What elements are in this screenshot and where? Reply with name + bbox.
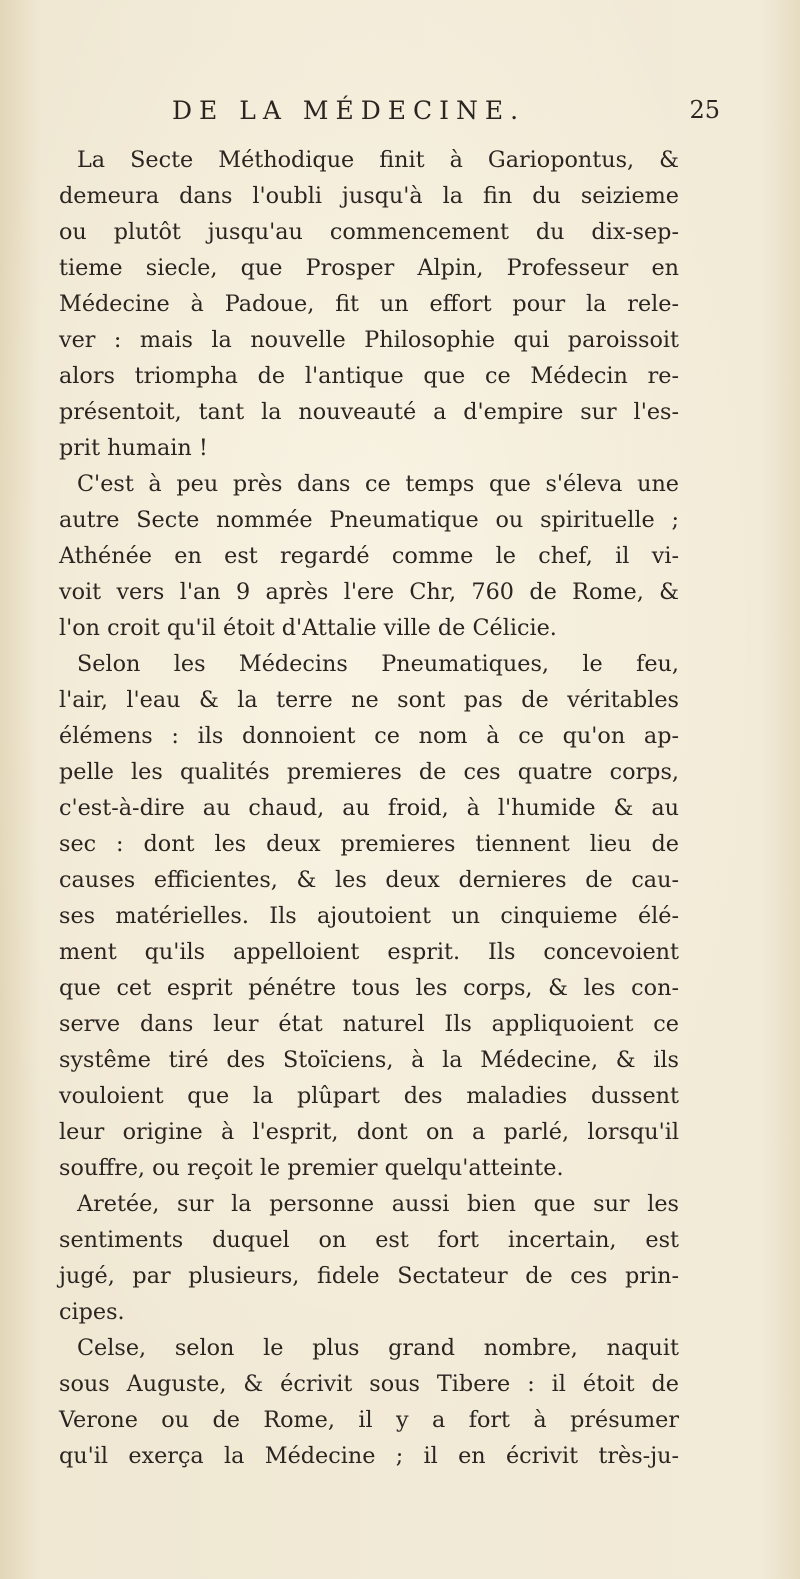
- text-line: prit humain !: [59, 435, 208, 461]
- text-line: sous Auguste, & écrivit sous Tibere : il étoit de: [59, 1371, 679, 1397]
- text-line: l'on croit qu'il étoit d'Attalie ville de Célicie.: [59, 615, 557, 641]
- text-line: serve dans leur état naturel Ils appliquoient ce: [59, 1011, 679, 1037]
- text-line: cipes.: [59, 1299, 125, 1325]
- text-line: élémens : ils donnoient ce nom à ce qu'on ap-: [59, 723, 679, 749]
- text-line: souffre, ou reçoit le premier quelqu'atteinte.: [59, 1155, 564, 1181]
- text-line: Médecine à Padoue, fit un effort pour la rele-: [59, 291, 679, 317]
- text-line: tieme siecle, que Prosper Alpin, Professeur en: [59, 255, 679, 281]
- text-line: qu'il exerça la Médecine ; il en écrivit très-ju-: [59, 1443, 679, 1469]
- text-line: Verone ou de Rome, il y a fort à présumer: [59, 1407, 679, 1433]
- text-line: ver : mais la nouvelle Philosophie qui paroissoit: [59, 327, 679, 353]
- text-line: alors triompha de l'antique que ce Médecin re-: [59, 363, 679, 389]
- text-line: vouloient que la plûpart des maladies dussent: [59, 1083, 679, 1109]
- text-line: Selon les Médecins Pneumatiques, le feu,: [77, 651, 679, 677]
- text-line: Celse, selon le plus grand nombre, naquit: [77, 1335, 679, 1361]
- text-line: jugé, par plusieurs, fidele Sectateur de ces prin-: [59, 1263, 679, 1289]
- text-line: sentiments duquel on est fort incertain, est: [59, 1227, 679, 1253]
- text-line: causes efficientes, & les deux dernieres de cau-: [59, 867, 679, 893]
- text-line: c'est-à-dire au chaud, au froid, à l'humide & au: [59, 795, 679, 821]
- text-line: systême tiré des Stoïciens, à la Médecine, & ils: [59, 1047, 679, 1073]
- text-line: l'air, l'eau & la terre ne sont pas de véritables: [59, 687, 679, 713]
- running-head: [160, 96, 720, 140]
- text-line: Athénée en est regardé comme le chef, il vi-: [59, 543, 679, 569]
- text-line: ou plutôt jusqu'au commencement du dix-sep-: [59, 219, 679, 245]
- text-line: autre Secte nommée Pneumatique ou spirituelle ;: [59, 507, 679, 533]
- text-line: ses matérielles. Ils ajoutoient un cinquieme élé-: [59, 903, 679, 929]
- text-line: ment qu'ils appelloient esprit. Ils concevoient: [59, 939, 679, 965]
- text-line: leur origine à l'esprit, dont on a parlé, lorsqu'il: [59, 1119, 679, 1145]
- text-line: présentoit, tant la nouveauté a d'empire sur l'es-: [59, 399, 679, 425]
- text-line: demeura dans l'oubli jusqu'à la fin du seizieme: [59, 183, 679, 209]
- text-line: C'est à peu près dans ce temps que s'éleva une: [77, 471, 679, 497]
- text-line: que cet esprit pénétre tous les corps, & les con-: [59, 975, 679, 1001]
- text-line: Aretée, sur la personne aussi bien que sur les: [77, 1191, 679, 1217]
- running-head-title: DE LA MÉDECINE.: [172, 96, 526, 125]
- text-line: pelle les qualités premieres de ces quatre corps,: [59, 759, 679, 785]
- text-line: sec : dont les deux premieres tiennent lieu de: [59, 831, 679, 857]
- text-line: La Secte Méthodique finit à Gariopontus, &: [77, 147, 679, 173]
- page-number: 25: [689, 96, 720, 124]
- text-line: voit vers l'an 9 après l'ere Chr, 760 de Rome, &: [59, 579, 679, 605]
